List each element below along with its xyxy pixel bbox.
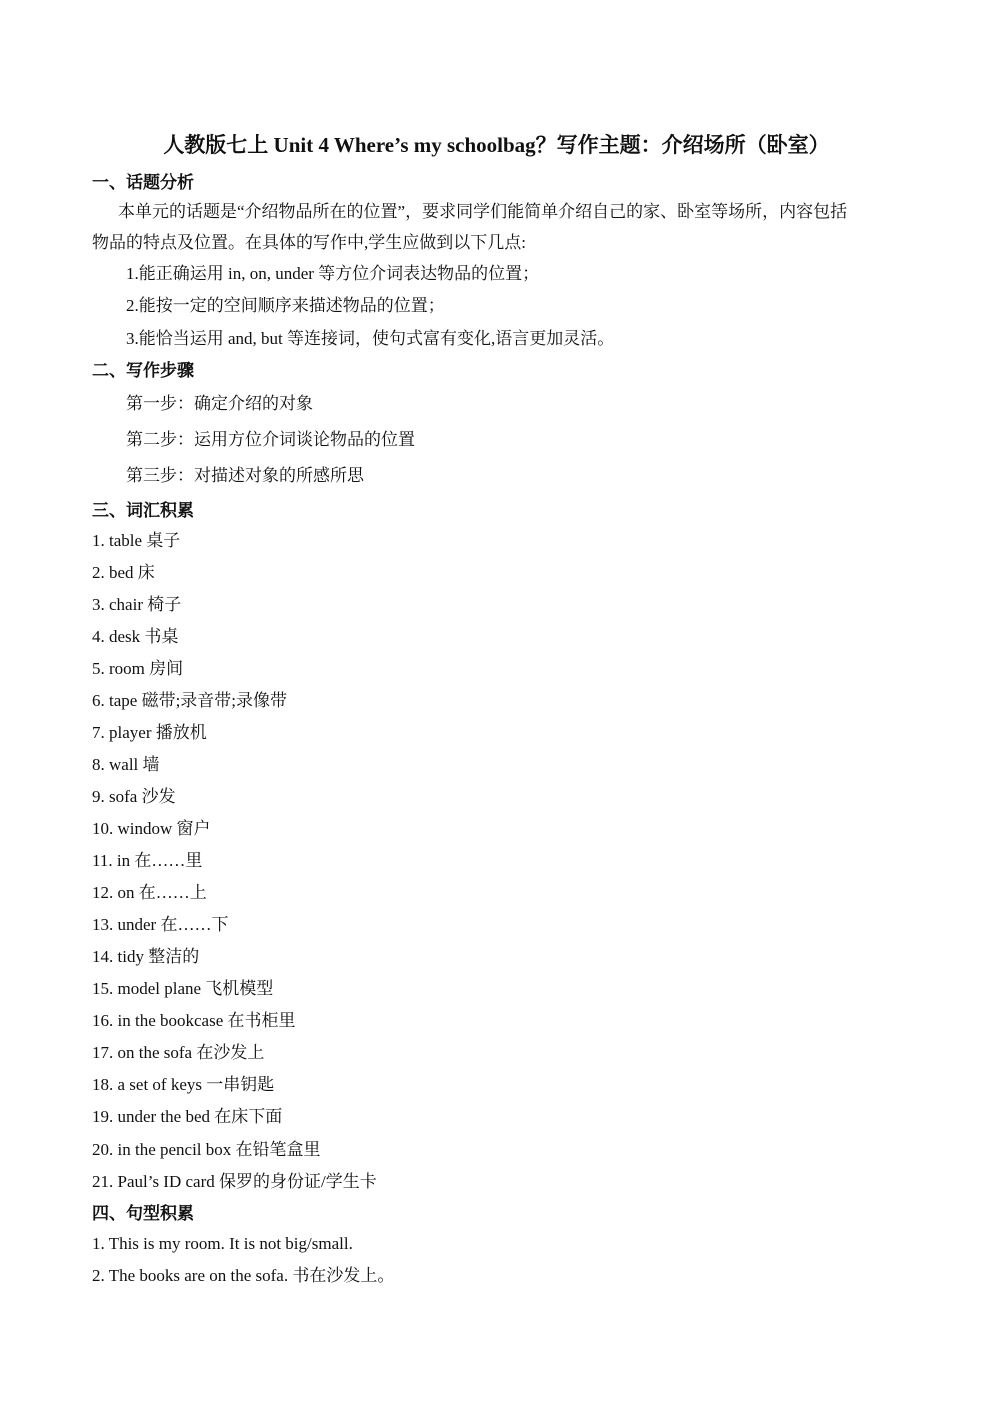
topic-paragraph-line: 物品的特点及位置。在具体的写作中,学生应做到以下几点: (92, 233, 526, 252)
vocab-item: 13. under 在……下 (92, 915, 229, 934)
vocab-item: 19. under the bed 在床下面 (92, 1107, 283, 1126)
vocab-item: 7. player 播放机 (92, 723, 207, 742)
vocab-item: 8. wall 墙 (92, 755, 160, 774)
vocab-item: 5. room 房间 (92, 659, 184, 678)
vocab-item: 1. table 桌子 (92, 531, 181, 550)
section-heading-topic-analysis: 一、话题分析 (92, 173, 194, 192)
writing-step: 第三步：对描述对象的所感所思 (126, 466, 364, 485)
vocab-item: 20. in the pencil box 在铅笔盒里 (92, 1140, 321, 1159)
vocab-item: 12. on 在……上 (92, 883, 207, 902)
writing-step: 第二步：运用方位介词谈论物品的位置 (126, 430, 415, 449)
vocab-item: 15. model plane 飞机模型 (92, 979, 274, 998)
vocab-item: 9. sofa 沙发 (92, 787, 176, 806)
vocab-item: 17. on the sofa 在沙发上 (92, 1043, 265, 1062)
vocab-item: 10. window 窗户 (92, 819, 211, 838)
section-heading-vocabulary: 三、词汇积累 (92, 501, 194, 520)
vocab-item: 21. Paul’s ID card 保罗的身份证/学生卡 (92, 1172, 377, 1191)
vocab-item: 14. tidy 整洁的 (92, 947, 200, 966)
vocab-item: 18. a set of keys 一串钥匙 (92, 1075, 275, 1094)
vocab-item: 11. in 在……里 (92, 851, 203, 870)
vocab-item: 6. tape 磁带;录音带;录像带 (92, 691, 288, 710)
section-heading-sentence-patterns: 四、句型积累 (92, 1204, 194, 1223)
vocab-item: 4. desk 书桌 (92, 627, 179, 646)
section-heading-writing-steps: 二、写作步骤 (92, 361, 194, 380)
vocab-item: 2. bed 床 (92, 563, 155, 582)
sentence-item: 2. The books are on the sofa. 书在沙发上。 (92, 1266, 395, 1285)
vocab-item: 16. in the bookcase 在书柜里 (92, 1011, 296, 1030)
topic-paragraph-line: 本单元的话题是“介绍物品所在的位置”，要求同学们能简单介绍自己的家、卧室等场所，内容包括 (118, 202, 848, 221)
topic-point: 1.能正确运用 in, on, under 等方位介词表达物品的位置； (126, 264, 540, 283)
page-title: 人教版七上 Unit 4 Where’s my schoolbag？写作主题：介绍场所（卧室） (163, 133, 830, 157)
vocab-item: 3. chair 椅子 (92, 595, 182, 614)
topic-point: 3.能恰当运用 and, but 等连接词，使句式富有变化,语言更加灵活。 (126, 329, 615, 348)
sentence-item: 1. This is my room. It is not big/small. (92, 1234, 353, 1253)
writing-step: 第一步：确定介绍的对象 (126, 394, 313, 413)
topic-point: 2.能按一定的空间顺序来描述物品的位置； (126, 296, 445, 315)
